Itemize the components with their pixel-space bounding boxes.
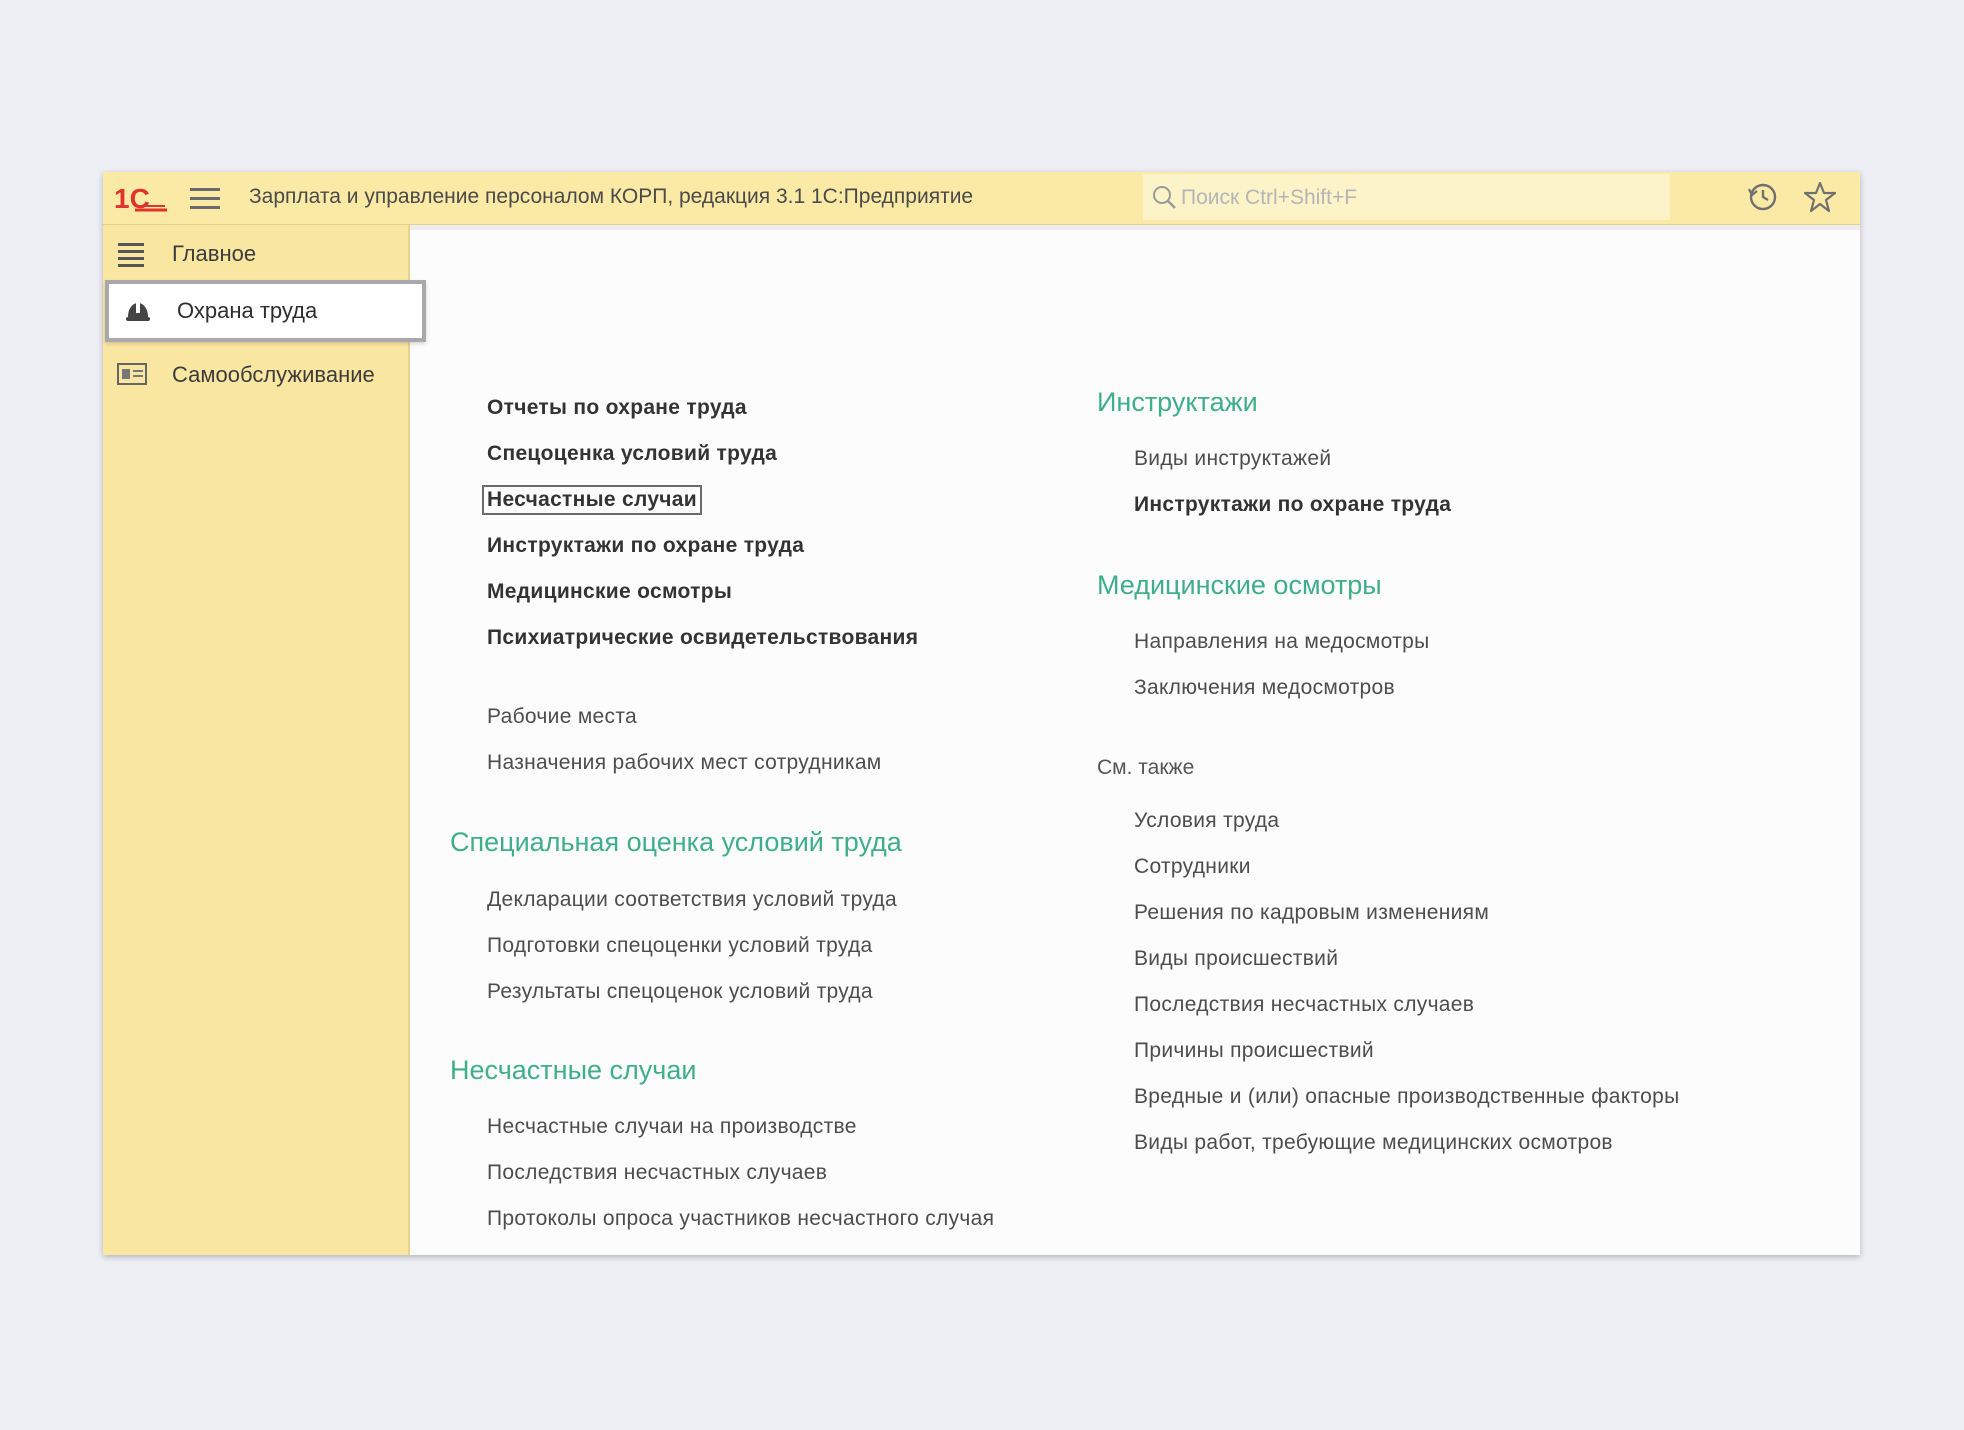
link-hr-decisions[interactable]: Решения по кадровым изменениям xyxy=(1134,901,1490,924)
link-psychiatric-exams[interactable]: Психиатрические освидетельствования xyxy=(487,626,919,649)
menu-icon[interactable] xyxy=(190,184,220,212)
section-title-briefings: Инструктажи xyxy=(1097,387,1258,417)
list-icon xyxy=(117,241,145,267)
link-industrial-accidents[interactable]: Несчастные случаи на производстве xyxy=(487,1115,857,1138)
id-card-icon xyxy=(117,362,147,386)
search-input[interactable] xyxy=(1179,180,1653,216)
top-bar xyxy=(103,172,1860,225)
star-icon[interactable] xyxy=(1803,180,1837,214)
search-icon xyxy=(1151,184,1177,210)
section-title-special-assessment: Специальная оценка условий труда xyxy=(450,827,902,857)
link-briefings[interactable]: Инструктажи по охране труда xyxy=(1134,493,1452,516)
link-accidents[interactable]: Несчастные случаи xyxy=(487,488,697,511)
link-interview-protocols[interactable]: Протоколы опроса участников несчастного случая xyxy=(487,1207,995,1230)
link-hazard-factors[interactable]: Вредные и (или) опасные производственные факторы xyxy=(1134,1085,1680,1108)
link-briefing-types[interactable]: Виды инструктажей xyxy=(1134,447,1332,470)
1c-logo[interactable] xyxy=(113,180,169,216)
link-incident-types[interactable]: Виды происшествий xyxy=(1134,947,1339,970)
sidebar-item-self-service[interactable] xyxy=(103,349,408,399)
link-accident-consequences[interactable]: Последствия несчастных случаев xyxy=(487,1161,828,1184)
sidebar-item-main[interactable] xyxy=(103,228,408,278)
svg-text:1С: 1С xyxy=(114,183,150,214)
link-labor-safety-briefings[interactable]: Инструктажи по охране труда xyxy=(487,534,805,557)
link-labor-safety-reports[interactable]: Отчеты по охране труда xyxy=(487,396,747,419)
link-assessment-results[interactable]: Результаты спецоценок условий труда xyxy=(487,980,873,1003)
link-declarations[interactable]: Декларации соответствия условий труда xyxy=(487,888,897,911)
link-assessment-preparations[interactable]: Подготовки спецоценки условий труда xyxy=(487,934,873,957)
sidebar-item-label: Самообслуживание xyxy=(172,362,375,387)
link-accident-consequences-2[interactable]: Последствия несчастных случаев xyxy=(1134,993,1475,1016)
see-also-title: См. также xyxy=(1097,756,1195,779)
link-special-assessment[interactable]: Спецоценка условий труда xyxy=(487,442,778,465)
link-working-conditions[interactable]: Условия труда xyxy=(1134,809,1280,832)
link-incident-causes[interactable]: Причины происшествий xyxy=(1134,1039,1374,1062)
app-window xyxy=(103,172,1860,1255)
link-medical-conclusions[interactable]: Заключения медосмотров xyxy=(1134,676,1395,699)
section-title-accidents: Несчастные случаи xyxy=(450,1055,697,1085)
sidebar-item-label: Охрана труда xyxy=(177,298,318,323)
helmet-icon xyxy=(125,300,151,326)
section-title-medical: Медицинские осмотры xyxy=(1097,570,1382,600)
link-medical-exams[interactable]: Медицинские осмотры xyxy=(487,580,733,603)
link-workplaces[interactable]: Рабочие места xyxy=(487,705,637,728)
link-employees[interactable]: Сотрудники xyxy=(1134,855,1251,878)
app-title: Зарплата и управление персоналом КОРП, редакция 3.1 1С:Предприятие xyxy=(249,185,974,208)
search-box[interactable] xyxy=(1143,174,1670,220)
history-icon[interactable] xyxy=(1746,180,1780,214)
link-medical-referrals[interactable]: Направления на медосмотры xyxy=(1134,630,1430,653)
sidebar-item-labor-safety[interactable] xyxy=(105,280,426,342)
sidebar-item-label: Главное xyxy=(172,241,257,266)
main-content xyxy=(410,225,1860,1255)
link-medical-work-types[interactable]: Виды работ, требующие медицинских осмотров xyxy=(1134,1131,1613,1154)
link-workplace-assignments[interactable]: Назначения рабочих мест сотрудникам xyxy=(487,751,882,774)
sidebar xyxy=(103,225,410,1255)
